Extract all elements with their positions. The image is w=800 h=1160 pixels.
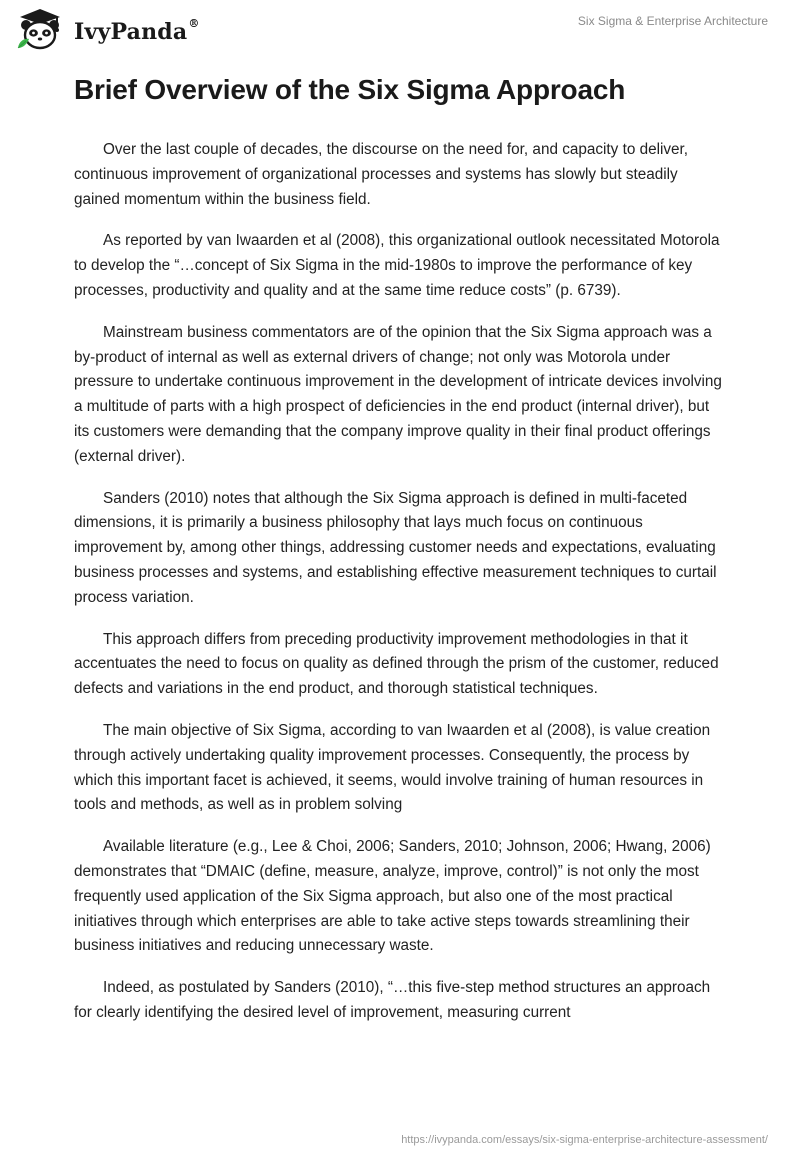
paragraph: Available literature (e.g., Lee & Choi, 2006; Sanders, 2010; Johnson, 2006; Hwang, 2006) demonstrates that “DMAIC (define, measure, analyze, improve, control)” is not only the most frequently used application of the Six Sigma approach, but also one of the most practical initiatives through which enterprises are able to take active steps towards streamlining their business initiatives and reducing unnecessary waste. bbox=[74, 838, 711, 955]
page-title: Brief Overview of the Six Sigma Approach bbox=[74, 74, 626, 105]
ivypanda-logo[interactable] bbox=[14, 8, 200, 52]
paragraph: The main objective of Six Sigma, according to van Iwaarden et al (2008), is value creation through actively undertaking quality improvement processes. Consequently, the process by which this important facet is achieved, it seems, would involve training of human resources in tools and methods, as well as in problem solving bbox=[74, 721, 711, 814]
document-title: Six Sigma & Enterprise Architecture bbox=[577, 14, 768, 28]
article-body bbox=[74, 68, 726, 1043]
panda-logo-icon bbox=[14, 8, 66, 52]
paragraph: Sanders (2010) notes that although the Six Sigma approach is defined in multi-faceted dimensions, it is primarily a business philosophy that lays much focus on continuous improvement by, among other things, addressing customer needs and expectations, evaluating business processes and systems, and establishing effective measurement techniques to curtail process variation. bbox=[74, 489, 717, 606]
paragraph: This approach differs from preceding productivity improvement methodologies in that it accentuates the need to focus on quality as defined through the prism of the customer, reduced defects and variations in the end product, and thorough statistical techniques. bbox=[74, 630, 719, 698]
paragraph: Mainstream business commentators are of the opinion that the Six Sigma approach was a by-product of internal as well as external drivers of change; not only was Motorola under pressure to undertake continuous improvement in the development of intricate devices involving a multitude of parts with a high prospect of deficiencies in the end product (internal driver), but its customers were demanding that the company improve quality in their final product offerings (external driver). bbox=[74, 323, 722, 465]
paragraph: Indeed, as postulated by Sanders (2010), “…this five-step method structures an approach for clearly identifying the desired level of improvement, measuring current bbox=[74, 979, 711, 1021]
page-header bbox=[0, 0, 800, 60]
source-url[interactable]: https://ivypanda.com/essays/six-sigma-enterprise-architecture-assessment/ bbox=[401, 1134, 768, 1146]
logo-text: IvyPanda® bbox=[74, 17, 200, 45]
paragraph: Over the last couple of decades, the discourse on the need for, and capacity to deliver, continuous improvement of organizational processes and systems has slowly but steadily gained momentum within the business field. bbox=[74, 141, 689, 208]
paragraph: As reported by van Iwaarden et al (2008), this organizational outlook necessitated Motorola to develop the “…concept of Six Sigma in the mid-1980s to improve the performance of key processes, productivity and quality and at the same time reduce costs” (p. 6739). bbox=[74, 232, 720, 299]
